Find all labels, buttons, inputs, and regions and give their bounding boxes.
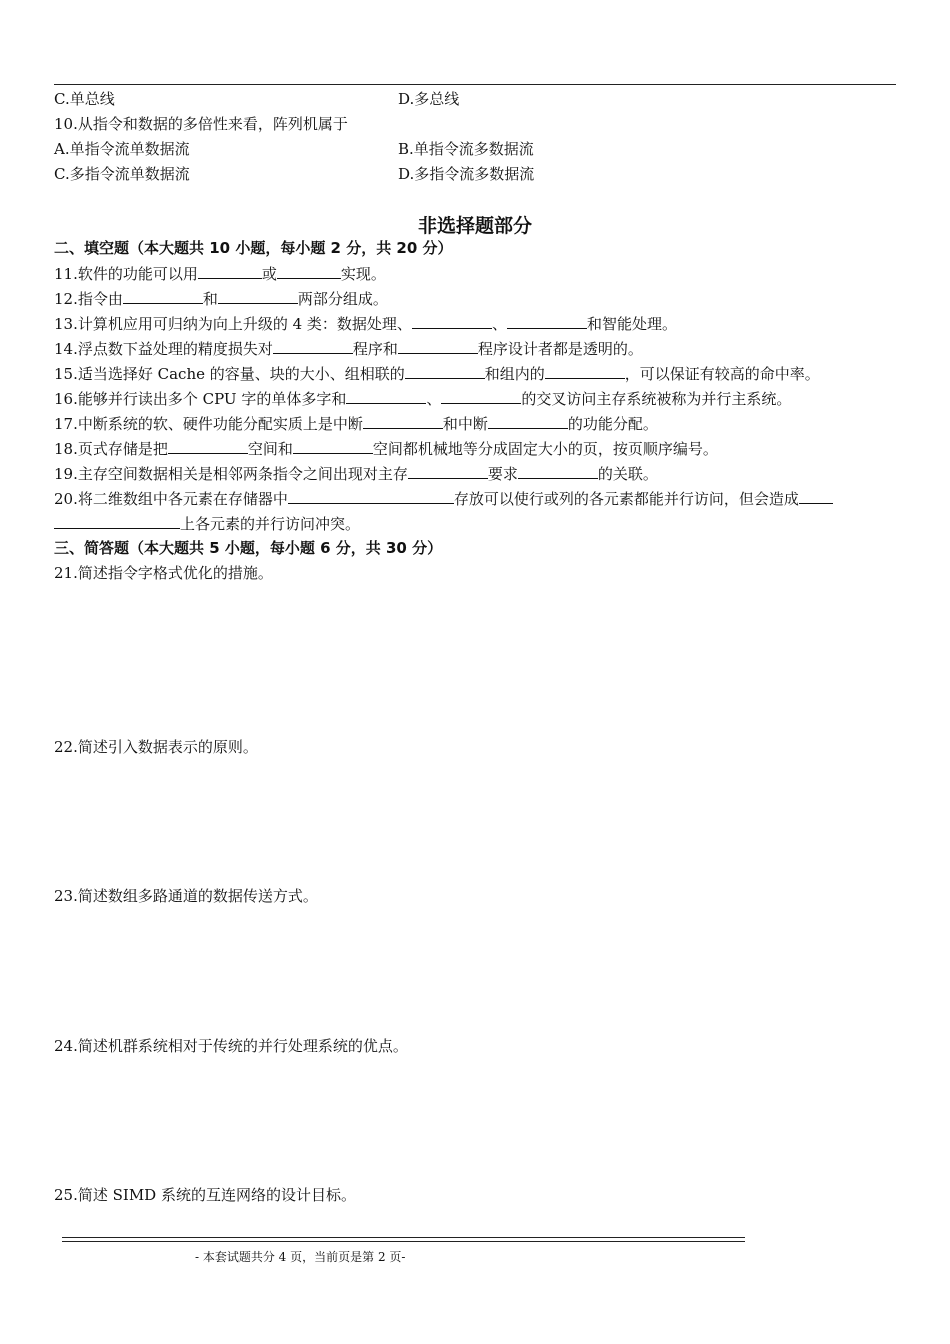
q20-line-2	[54, 513, 360, 534]
q9-option-d: D.多总线	[398, 90, 460, 108]
q16-text-1: 16.能够并行读出多个 CPU 字的单体多字和	[54, 390, 347, 408]
q20-line-1	[54, 488, 833, 509]
q19-blank-1[interactable]	[408, 463, 488, 479]
q20-text-1: 20.将二维数组中各元素在存储器中	[54, 490, 288, 508]
q17-text-3: 的功能分配。	[567, 415, 658, 433]
q18-text-3: 空间都机械地等分成固定大小的页，按页顺序编号。	[372, 440, 718, 458]
q13	[54, 313, 677, 334]
q20-blank-2[interactable]	[799, 488, 833, 504]
page-footer: - 本套试题共分 4 页，当前页是第 2 页-	[195, 1250, 406, 1264]
top-rule	[54, 84, 896, 85]
q16-blank-1[interactable]	[346, 388, 426, 404]
q10-option-a: A.单指令流单数据流	[54, 140, 190, 158]
q11	[54, 263, 386, 284]
q18-blank-1[interactable]	[168, 438, 248, 454]
q16-text-3: 的交叉访问主存系统被称为并行主系统。	[521, 390, 792, 408]
q25: 25.简述 SIMD 系统的互连网络的设计目标。	[54, 1186, 356, 1204]
q15-text-3: ，可以保证有较高的命中率。	[624, 365, 820, 383]
q11-blank-1[interactable]	[198, 263, 262, 279]
q13-blank-2[interactable]	[507, 313, 587, 329]
q16	[54, 388, 791, 409]
q20-text-2: 存放可以使行或列的各元素都能并行访问，但会造成	[453, 490, 799, 508]
q24: 24.简述机群系统相对于传统的并行处理系统的优点。	[54, 1037, 408, 1055]
q13-blank-1[interactable]	[412, 313, 492, 329]
q19-text-1: 19.主存空间数据相关是相邻两条指令之间出现对主存	[54, 465, 408, 483]
fill-heading: 二、填空题（本大题共 10 小题，每小题 2 分，共 20 分）	[54, 239, 453, 257]
q21: 21.简述指令字格式优化的措施。	[54, 564, 273, 582]
q18-blank-2[interactable]	[293, 438, 373, 454]
q12-blank-2[interactable]	[218, 288, 298, 304]
q13-text-2: 、	[491, 315, 507, 333]
q12-blank-1[interactable]	[123, 288, 203, 304]
q19-blank-2[interactable]	[518, 463, 598, 479]
q20-text-3: 上各元素的并行访问冲突。	[180, 515, 361, 533]
q11-text-1: 11.软件的功能可以用	[54, 265, 198, 283]
q17-blank-1[interactable]	[363, 413, 443, 429]
q12-text-3: 两部分组成。	[297, 290, 388, 308]
footer-rule	[62, 1237, 745, 1242]
q10-option-b: B.单指令流多数据流	[398, 140, 534, 158]
q11-text-2: 或	[261, 265, 277, 283]
q16-text-2: 、	[426, 390, 442, 408]
q18	[54, 438, 718, 459]
q17-text-1: 17.中断系统的软、硬件功能分配实质上是中断	[54, 415, 363, 433]
q10-option-d: D.多指令流多数据流	[398, 165, 535, 183]
q15-blank-1[interactable]	[405, 363, 485, 379]
q14	[54, 338, 643, 359]
q11-text-3: 实现。	[340, 265, 386, 283]
part-title: 非选择题部分	[417, 215, 532, 237]
q18-text-1: 18.页式存储是把	[54, 440, 168, 458]
q14-text-2: 程序和	[352, 340, 398, 358]
q23: 23.简述数组多路通道的数据传送方式。	[54, 887, 318, 905]
q13-text-1: 13.计算机应用可归纳为向上升级的 4 类：数据处理、	[54, 315, 412, 333]
q15-text-2: 和组内的	[484, 365, 545, 383]
q22: 22.简述引入数据表示的原则。	[54, 738, 258, 756]
q9-option-c: C.单总线	[54, 90, 115, 108]
q12	[54, 288, 388, 309]
q19-text-3: 的关联。	[597, 465, 658, 483]
q19-text-2: 要求	[487, 465, 518, 483]
q12-text-2: 和	[202, 290, 218, 308]
q15	[54, 363, 820, 384]
q15-blank-2[interactable]	[545, 363, 625, 379]
q17	[54, 413, 658, 434]
q11-blank-2[interactable]	[277, 263, 341, 279]
q14-blank-2[interactable]	[398, 338, 478, 354]
q20-blank-2-cont[interactable]	[54, 513, 180, 529]
q15-text-1: 15.适当选择好 Cache 的容量、块的大小、组相联的	[54, 365, 405, 383]
q14-text-1: 14.浮点数下益处理的精度损失对	[54, 340, 273, 358]
q10-stem: 10.从指令和数据的多倍性来看，阵列机属于	[54, 115, 348, 133]
q20-blank-1[interactable]	[288, 488, 454, 504]
short-heading: 三、简答题（本大题共 5 小题，每小题 6 分，共 30 分）	[54, 539, 443, 557]
q16-blank-2[interactable]	[441, 388, 521, 404]
q14-blank-1[interactable]	[273, 338, 353, 354]
q13-text-3: 和智能处理。	[586, 315, 677, 333]
q12-text-1: 12.指令由	[54, 290, 123, 308]
q10-option-c: C.多指令流单数据流	[54, 165, 190, 183]
q19	[54, 463, 658, 484]
q14-text-3: 程序设计者都是透明的。	[477, 340, 643, 358]
q17-blank-2[interactable]	[488, 413, 568, 429]
q17-text-2: 和中断	[442, 415, 488, 433]
q18-text-2: 空间和	[247, 440, 293, 458]
